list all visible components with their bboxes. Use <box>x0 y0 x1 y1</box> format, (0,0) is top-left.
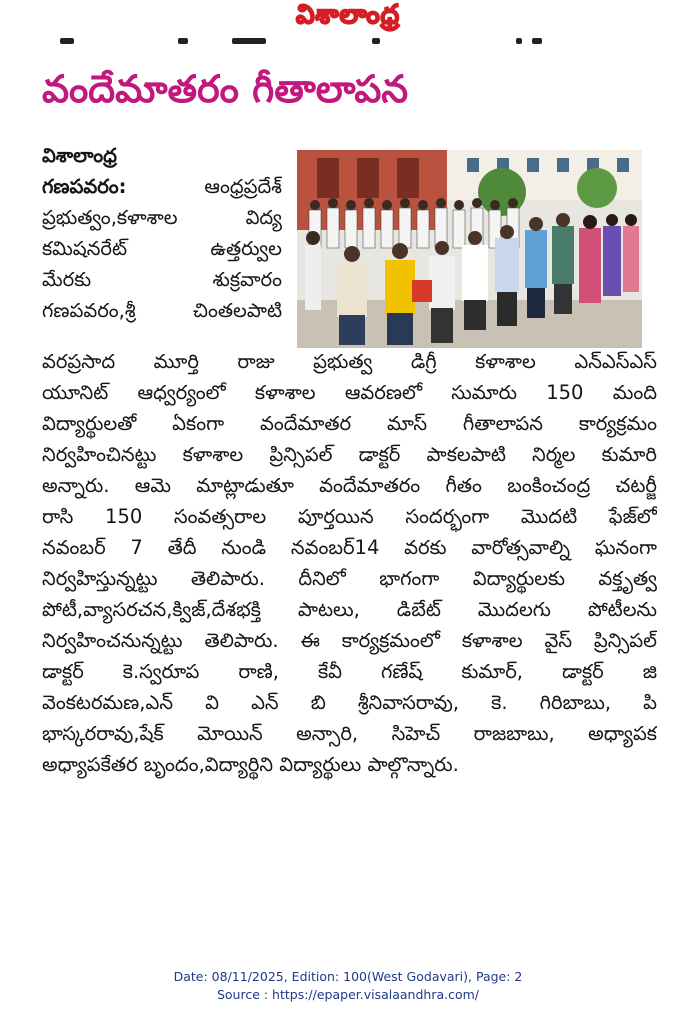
body-line: నవంబర్ 7 తేదీ నుండి నవంబర్14 వరకు వారోత్సవాల్ని ఘనంగా <box>42 536 657 559</box>
body-line: యూనిట్ ఆధ్వర్యంలో కళాశాల ఆవరణలో సుమారు 150 మంది <box>42 381 657 404</box>
body-line: పోటీ,వ్యాసరచన,క్విజ్,దేశభక్తి పాటలు, డిబేట్ మొదలగు పోటీలను <box>42 598 657 621</box>
masthead <box>0 0 696 34</box>
footer-source-line: Source : https://epaper.visalaandhra.com/ <box>216 987 480 1002</box>
article-photo <box>297 150 642 348</box>
column-line: మేరకు శుక్రవారం <box>42 268 282 291</box>
body-line: భాస్కరరావు,షేక్ మోయిన్ అన్సారి, సిహెచ్ రాజబాబు, అధ్యాపక <box>42 722 657 745</box>
body-line: వెంకటరమణ,ఎన్ వి ఎన్ బి శ్రీనివాసరావు, కె. గిరిబాబు, పి <box>42 691 657 714</box>
dateline-place: విశాలాంధ్ర <box>42 144 117 167</box>
body-line: విద్యార్థులతో ఏకంగా వందేమాతర మాస్ గీతాలాపన కార్యక్రమం <box>42 412 657 435</box>
newspaper-logo: విశాలాంధ్ర <box>296 0 400 30</box>
body-line: వరప్రసాద మూర్తి రాజు ప్రభుత్వ డిగ్రీ కళాశాల ఎన్ఎస్ఎస్ <box>42 350 657 373</box>
body-line: అధ్యాపకేతర బృందం,విద్యార్థిని విద్యార్థులు పాల్గొన్నారు. <box>42 753 459 776</box>
clipped-text-strip <box>60 38 560 46</box>
article-body <box>42 346 657 780</box>
column-line: కమిషనరేట్ ఉత్తర్వుల <box>42 237 282 260</box>
footer-date-line: Date: 08/11/2025, Edition: 100(West Godavari), Page: 2 <box>173 969 523 984</box>
body-line: అన్నారు. ఆమె మాట్లాడుతూ వందేమాతరం గీతం బంకించంద్ర చటర్జీ <box>42 474 657 497</box>
article-headline: వందేమాతరం గీతాలాపన <box>42 67 409 111</box>
body-line: రాసి 150 సంవత్సరాల పూర్తయిన సందర్భంగా మొదటి ఫేజ్‌లో <box>42 505 657 528</box>
article-dateline-column <box>42 140 292 326</box>
body-line: నిర్వహించనున్నట్టు తెలిపారు. ఈ కార్యక్రమంలో కళాశాల వైస్ ప్రిన్సిపల్ <box>42 629 657 652</box>
body-line: నిర్వహిస్తున్నట్టు తెలిపారు. దీనిలో భాగంగా విద్యార్థులకు వక్తృత్వ <box>42 567 657 590</box>
body-line: డాక్టర్ కె.స్వరూప రాణి, కేవీ గణేష్ కుమార్, డాక్టర్ జి <box>42 660 657 683</box>
body-line: నిర్వహించినట్టు కళాశాల ప్రిన్సిపల్ డాక్టర్ పాకలపాటి నిర్మల కుమారి <box>42 443 657 466</box>
page-footer <box>0 968 696 1004</box>
column-line: గణపవరం: ఆంధ్రప్రదేశ్ <box>42 175 282 198</box>
column-line: ప్రభుత్వం,కళాశాల విద్య <box>42 206 282 229</box>
column-line: గణపవరం,శ్రీ చింతలపాటి <box>42 299 282 322</box>
